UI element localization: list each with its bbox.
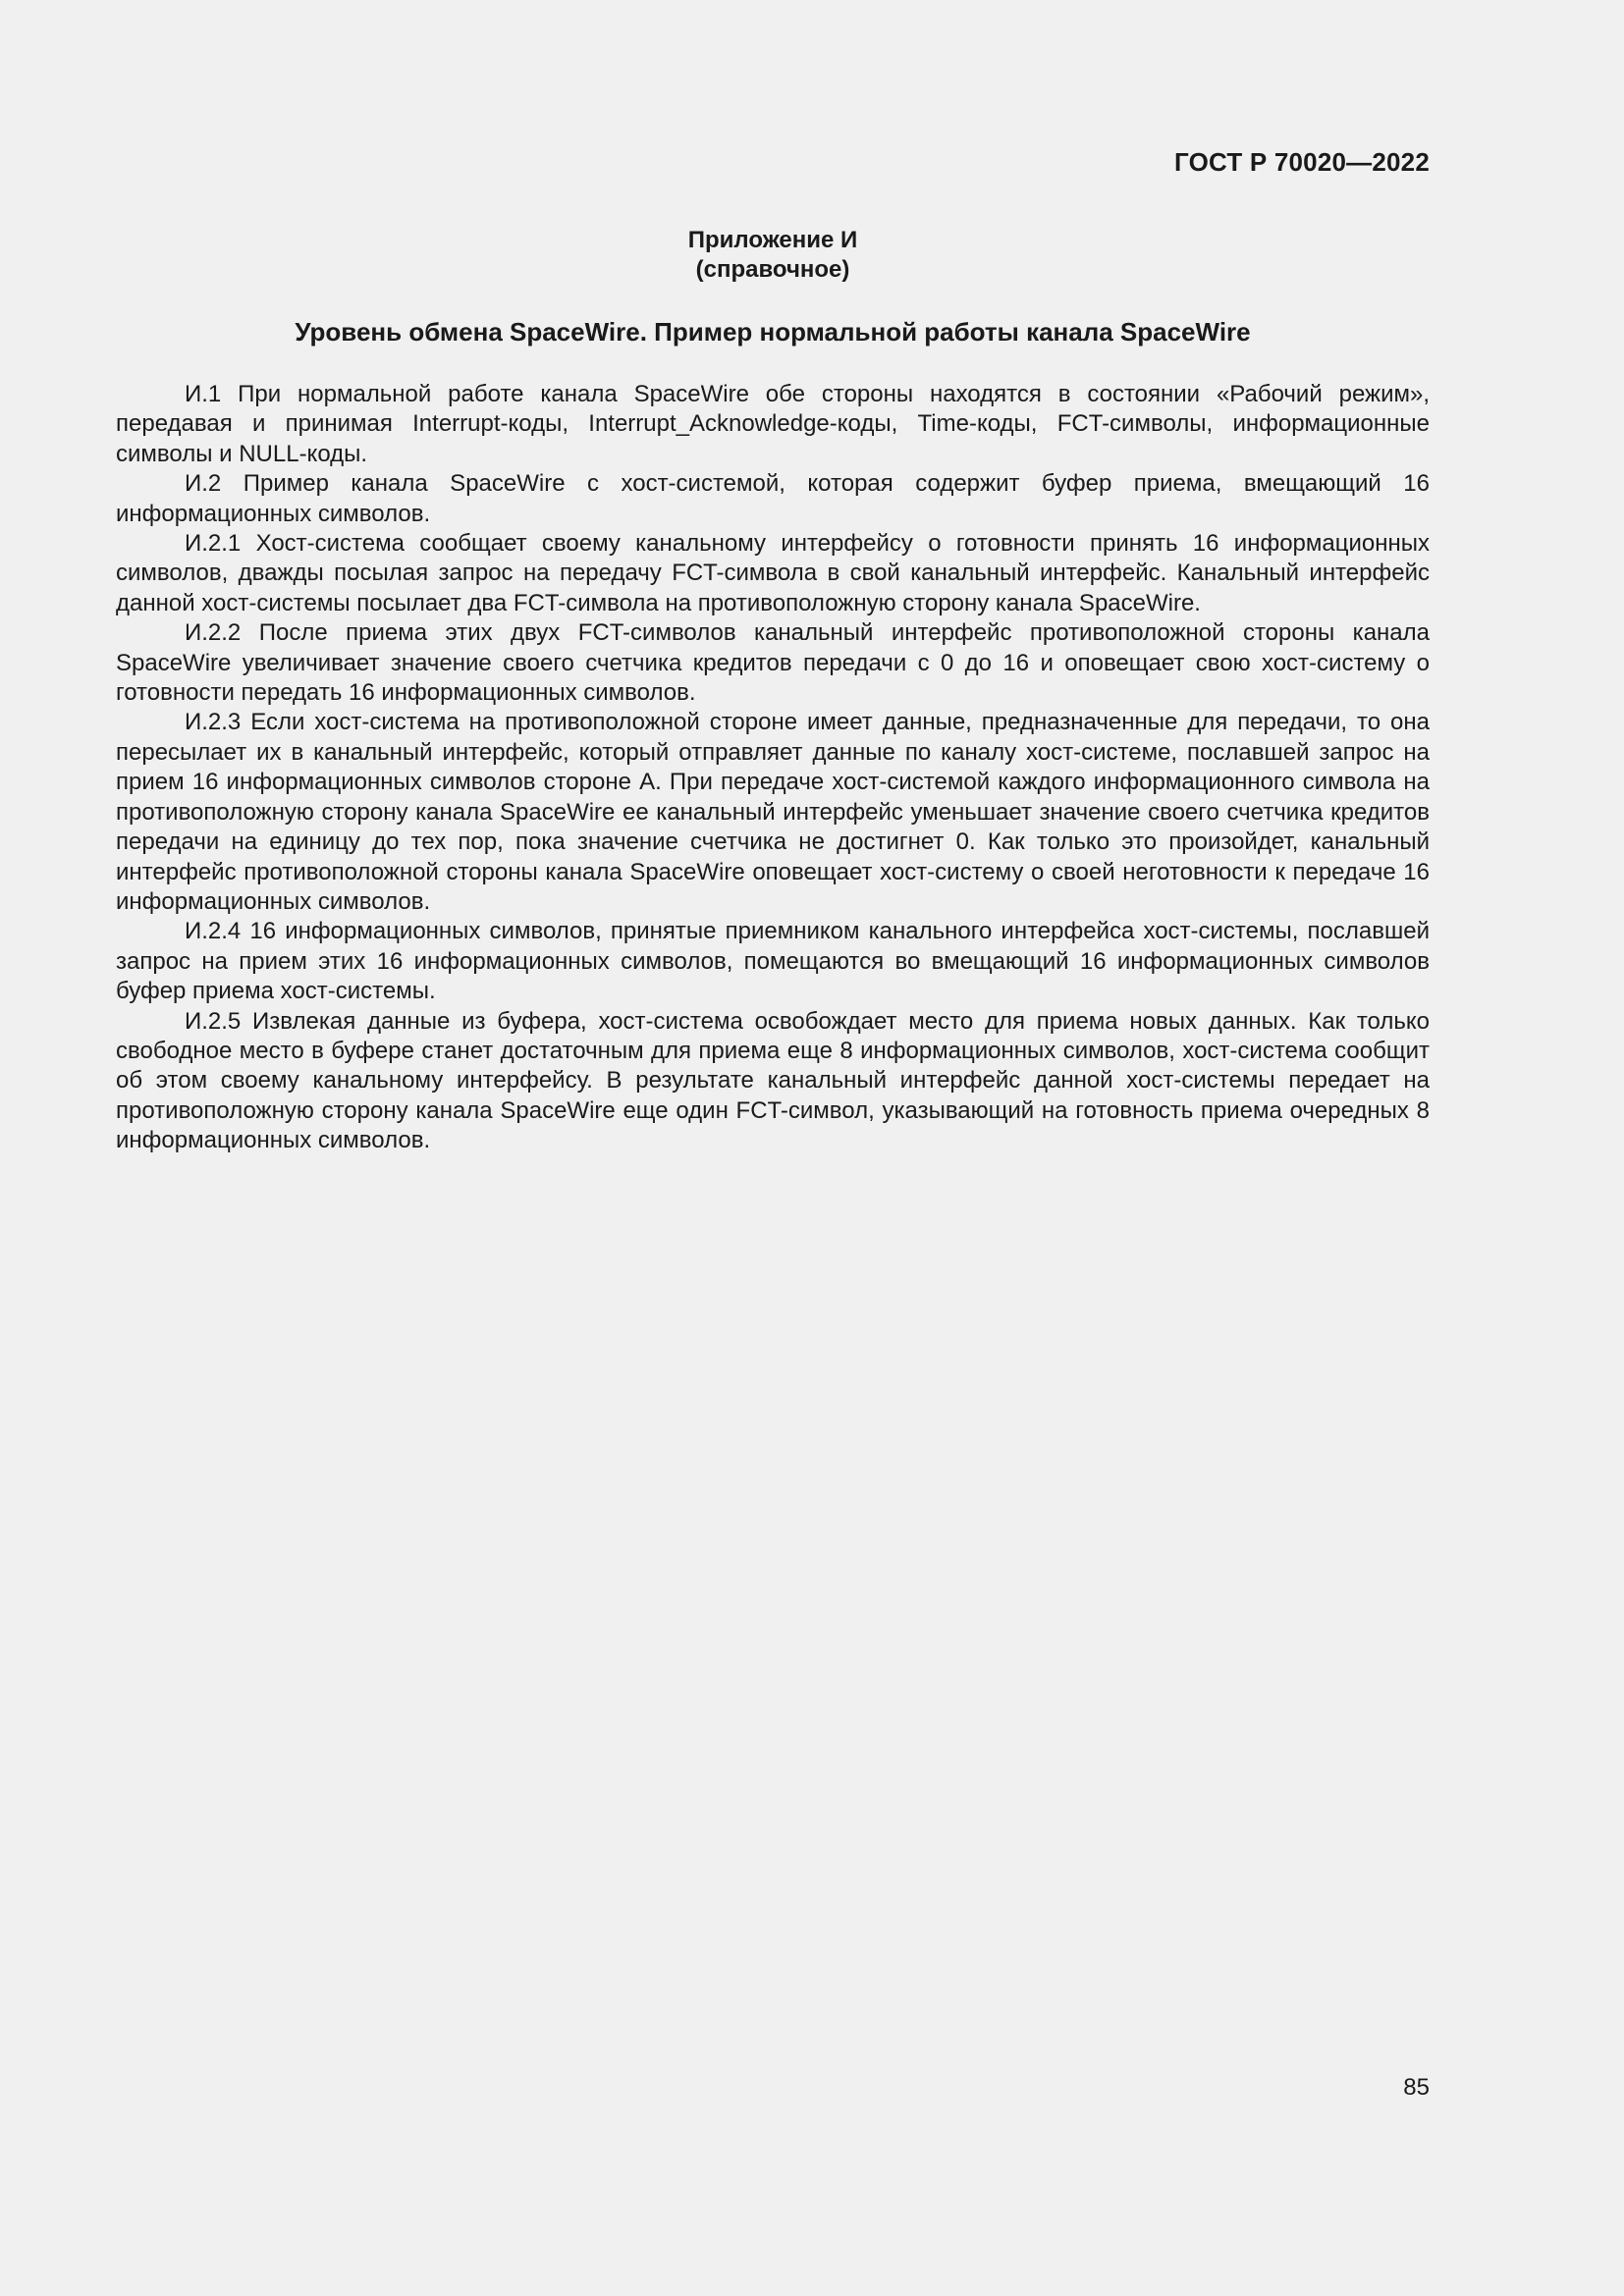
paragraph-i1: И.1 При нормальной работе канала SpaceWire обе стороны находятся в состоянии «Рабочий режим», передавая и принимая Interrupt-коды, Interrupt_Acknowledge-коды, Time-коды, FCT-символы, информационные символы и NULL-коды. <box>116 381 1430 467</box>
paragraph-i2-3: И.2.3 Если хост-система на противоположной стороне имеет данные, предназначенные для передачи, то она пересылает их в канальный интерфейс, который отправляет данные по каналу хост-системе, пославшей запрос на прием 16 информационных символов стороне А. При передаче хост-системой каждого информационного символа на противоположную сторону канала SpaceWire ее канальный интерфейс уменьшает значение своего счетчика кредитов передачи на единицу до тех пор, пока значение счетчика не достигнет 0. Как только это произойдет, канальный интерфейс противоположной стороны канала SpaceWire оповещает хост-систему о своей неготовности к передаче 16 информационных символов. <box>116 709 1430 915</box>
paragraph-i2-1: И.2.1 Хост-система сообщает своему канальному интерфейсу о готовности принять 16 информационных символов, дважды посылая запрос на передачу FCT-символа в свой канальный интерфейс. Канальный интерфейс данной хост-системы посылает два FCT-символа на противоположную сторону канала SpaceWire. <box>116 530 1430 616</box>
appendix-label: Приложение И <box>687 227 858 253</box>
paragraph-i2-5: И.2.5 Извлекая данные из буфера, хост-система освобождает место для приема новых данных. Как только свободное место в буфере станет достаточным для приема еще 8 информационных символов, хост-система сообщит об этом своему канальному интерфейсу. В результате канальный интерфейс данной хост-системы передает на противоположную сторону канала SpaceWire еще один FCT-символ, указывающий на готовность приема очередных 8 информационных символов. <box>116 1007 1430 1154</box>
paragraph-i2-4: И.2.4 16 информационных символов, принятые приемником канального интерфейса хост-системы, пославшей запрос на прием этих 16 информационных символов, помещаются во вмещающий 16 информационных символов буфер приема хост-системы. <box>116 918 1430 1005</box>
document-code: ГОСТ Р 70020—2022 <box>1174 147 1430 177</box>
paragraph-i2: И.2 Пример канала SpaceWire с хост-системой, которая содержит буфер приема, вмещающий 16 информационных символов. <box>116 470 1430 527</box>
section-title: Уровень обмена SpaceWire. Пример нормальной работы канала SpaceWire <box>295 317 1251 347</box>
paragraph-i2-2: И.2.2 После приема этих двух FCT-символов канальный интерфейс противоположной стороны канала SpaceWire увеличивает значение своего счетчика кредитов передачи с 0 до 16 и оповещает свою хост-систему о готовности передать 16 информационных символов. <box>116 619 1430 707</box>
appendix-type: (справочное) <box>695 256 850 283</box>
body-text <box>116 380 1430 1156</box>
appendix-heading <box>0 226 1545 285</box>
page-number: 85 <box>1403 2074 1430 2101</box>
